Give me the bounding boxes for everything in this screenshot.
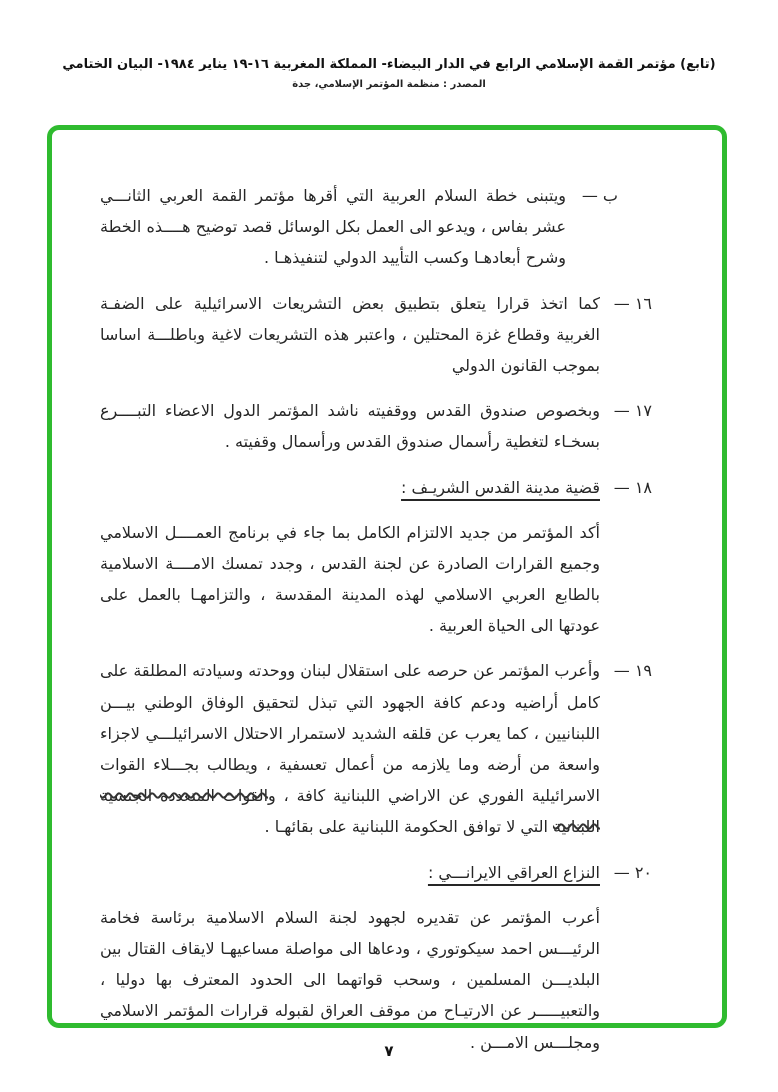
- section-heading-jerusalem: قضية مدينة القدس الشريـف :: [401, 477, 600, 497]
- item-heading: [100, 857, 600, 888]
- list-item-20-heading: [100, 857, 652, 888]
- list-item-20-body: أعرب المؤتمر عن تقديره لجهود لجنة السلام الاسلامية برئاسة فخامة الرئيـــس احمد سيكوتوري ، ودعاها الى مواصلة مساعيهـا لايقاف القتال بين البلديـــن المسلمين ، وسحب قواتهما الى الحدود المعترف بها دوليا ، والتعبيـــــر عن الارتيـاح من موقف العراق لقبوله قرارات المؤتمر الاسلامي ومجلـــس الامـــن .: [100, 907, 600, 1052]
- item-marker: ٢٠ —: [613, 862, 652, 882]
- document-header: [40, 56, 738, 90]
- item-text: وبخصوص صندوق القدس ووقفيته ناشد المؤتمر الدول الاعضاء التبــــرع بسخـاء لتغطية رأسمال صندوق القدس ورأسمال وقفيته .: [100, 401, 600, 452]
- list-item-18-body: أكد المؤتمر من جديد الالتزام الكامل بما جاء في برنامج العمــــل الاسلامي وجميع القرارات الصادرة عن لجنة القدس ، وجدد تمسك الامــــة الاسلامية بالطابع العربي الاسلامي لهذه المدينة المقدسة ، والتزامهـا بالعمل على عودتها الى الحياة العربية .: [100, 522, 600, 636]
- document-source: المصدر : منظمة المؤتمر الإسلامي، جدة: [292, 79, 486, 91]
- item-text: كما اتخذ قرارا يتعلق بتطبيق بعض التشريعات الاسرائيلية على الضفـة الغربية وقطاع غزة المحتلين ، واعتبر هذه التشريعات لاغية وباطلـــة اساسا بموجب القانون الدولي: [100, 293, 600, 375]
- struck-text-segment: القوات المتعددة الجنسية: [100, 786, 269, 806]
- item-marker: ب —: [581, 186, 618, 205]
- struck-text-segment: اللبنانية: [552, 817, 600, 837]
- item-marker: ١٨ —: [613, 477, 652, 497]
- section-heading-iraq-iran: النزاع العراقي الايرانـــي :: [427, 862, 600, 882]
- list-item-17: [100, 395, 652, 457]
- document-title: (تابع) مؤتمر القمة الإسلامي الرابع في الدار البيضاء- المملكة المغربية ١٦-١٩ يناير ١٩٨٤- البيان الختامي: [62, 57, 716, 72]
- item-text: ويتبنى خطة السلام العربية التي أقرها مؤتمر القمة العربي الثانـــي عشر بفاس ، ويدعو الى العمل بكل الوسائل قصد توضيح هــــذه الخطة وشرح أبعادهـا وكسب التأييد الدولي لتنفيذهـا .: [100, 186, 566, 268]
- list-item-18-heading: [100, 472, 652, 503]
- text-segment: التي لا توافق الحكومة اللبنانية على بقائهـا .: [264, 817, 553, 837]
- list-item-b: [100, 180, 618, 274]
- list-item-19: [100, 655, 652, 842]
- item-marker: ١٧ —: [613, 401, 652, 421]
- item-marker: ١٩ —: [613, 661, 652, 681]
- item-marker: ١٦ —: [613, 293, 652, 313]
- document-body: [100, 180, 652, 1072]
- page-number: ٧: [384, 1042, 394, 1060]
- list-item-16: [100, 288, 652, 382]
- item-text: [100, 655, 600, 842]
- text-segment: وأعرب المؤتمر عن حرصه على استقلال لبنان ووحدته وسيادته المطلقة على كامل أراضيه ودعم كافة الجهود التي تبذل لتحقيق الوفاق الوطني بيـــن اللبنانيين ، كما يعرب عن قلقه الشديد لاستمرار الاحتلال الاسرائيلـــي لاجزاء واسعة من أرضه وما يلازمه من أعمال تعسفية ، ويطالب بجـــلاء القوات الاسرائيلية الفوري عن الاراضي اللبنانية كافة ، و: [100, 661, 600, 806]
- item-heading: [100, 472, 600, 503]
